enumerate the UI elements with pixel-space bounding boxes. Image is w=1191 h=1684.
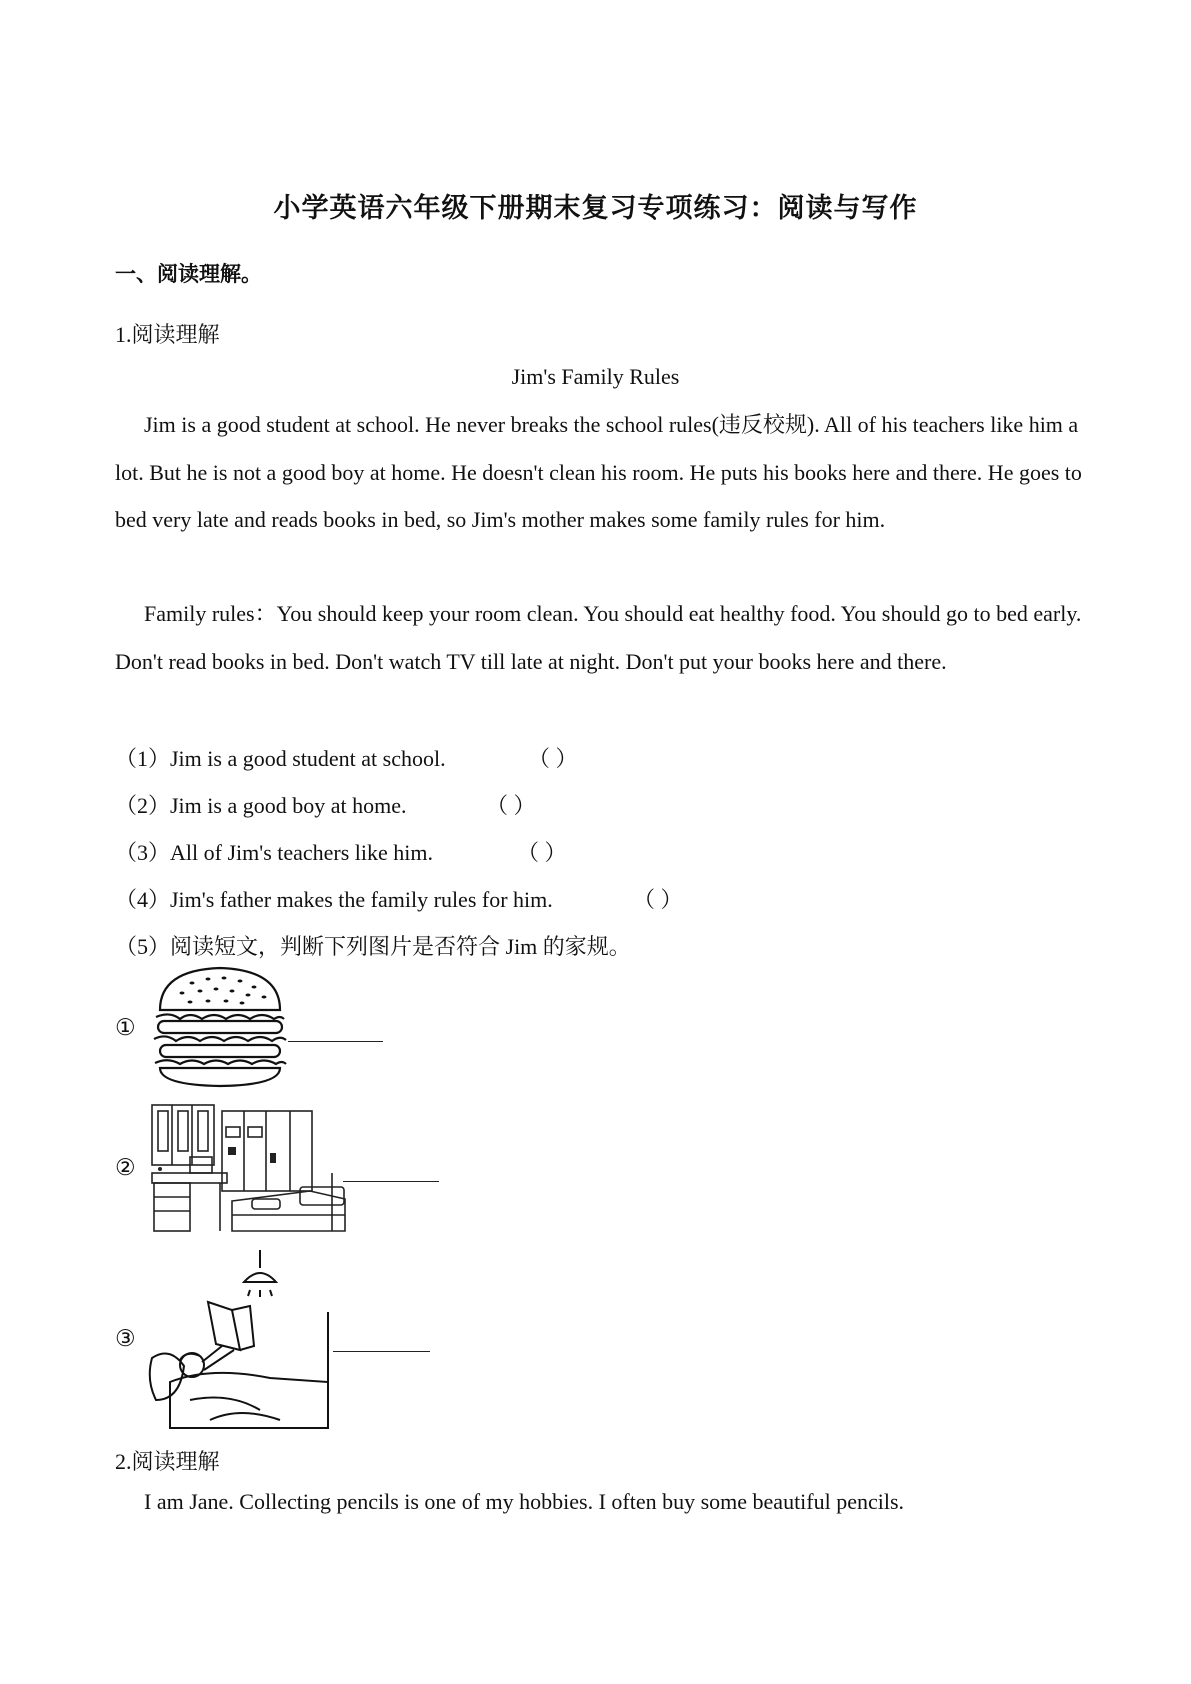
question-item-1: （1）Jim is a good student at school.: [115, 746, 446, 771]
passage-title: Jim's Family Rules: [511, 364, 680, 389]
picture-label-1: ①: [115, 1015, 136, 1040]
question-2-heading: 2.阅读理解: [115, 1449, 220, 1474]
answer-blank-2[interactable]: [343, 1181, 439, 1182]
passage-paragraph-2: Family rules：You should keep your room clean. You should eat healthy food. You should go to bed early. Don't read books in bed. Don't watch TV till late at night. Don't put your books here and there.: [115, 601, 1082, 674]
answer-blank-1[interactable]: [288, 1041, 383, 1042]
answer-paren-4[interactable]: （ ）: [633, 887, 683, 912]
question-2-paragraph: I am Jane. Collecting pencils is one of my hobbies. I often buy some beautiful pencils.: [144, 1489, 905, 1514]
question-item-5: （5）阅读短文，判断下列图片是否符合 Jim 的家规。: [115, 934, 631, 959]
question-item-3: （3）All of Jim's teachers like him.: [115, 840, 434, 865]
question-item-2: （2）Jim is a good boy at home.: [115, 793, 407, 818]
reading-in-bed-icon: [150, 1250, 340, 1430]
hamburger-icon: [150, 965, 290, 1090]
picture-label-2: ②: [115, 1155, 136, 1180]
answer-paren-1[interactable]: （ ）: [528, 746, 578, 771]
question-item-4: （4）Jim's father makes the family rules for him.: [115, 887, 553, 912]
answer-blank-3[interactable]: [333, 1351, 430, 1352]
answer-paren-2[interactable]: （ ）: [486, 793, 536, 818]
passage-paragraph-1: Jim is a good student at school. He never breaks the school rules(违反校规). All of his teachers like him a lot. But he is not a good boy at home. He doesn't clean his room. He puts his books here and there. He goes to bed very late and reads books in bed, so Jim's mother makes some family rules for him.: [115, 412, 1082, 532]
bedroom-icon: [150, 1103, 350, 1233]
page-title: 小学英语六年级下册期末复习专项练习：阅读与写作: [273, 193, 918, 224]
picture-label-3: ③: [115, 1326, 136, 1351]
answer-paren-3[interactable]: （ ）: [517, 840, 567, 865]
section-heading: 一、阅读理解。: [115, 262, 262, 286]
question-1-heading: 1.阅读理解: [115, 322, 220, 347]
